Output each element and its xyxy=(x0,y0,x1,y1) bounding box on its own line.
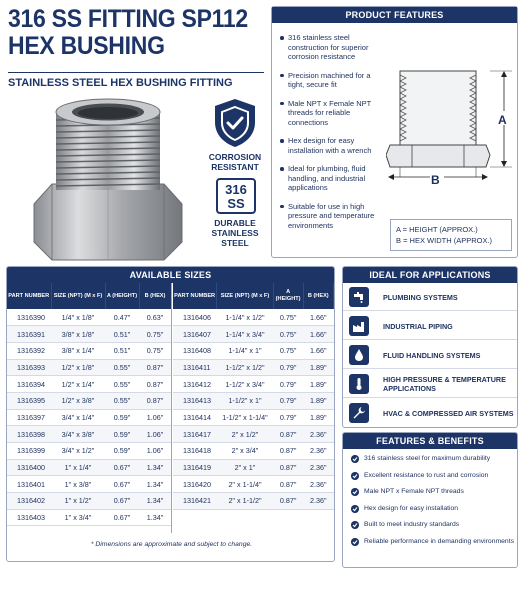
part-number-cell: 1316418 xyxy=(173,443,217,460)
applications-panel xyxy=(342,266,518,428)
part-number-cell: 1316417 xyxy=(173,426,217,443)
sizes-table-right xyxy=(173,283,334,510)
table-row xyxy=(7,409,171,426)
part-number-cell: 1316403 xyxy=(7,509,51,526)
part-number-cell: 1316392 xyxy=(7,342,51,359)
part-number-cell: 1316406 xyxy=(173,309,217,326)
size-cell: 3/4" x 1/2" xyxy=(51,443,105,460)
size-cell: 1/2" x 3/8" xyxy=(51,392,105,409)
benefit-text: Reliable performance in demanding environments xyxy=(364,537,514,545)
table-row xyxy=(173,476,334,493)
height-cell: 0.59" xyxy=(105,443,139,460)
table-row xyxy=(173,426,334,443)
height-cell: 0.67" xyxy=(105,493,139,510)
part-number-cell: 1316401 xyxy=(7,476,51,493)
product-photo xyxy=(12,92,204,264)
size-cell: 2" x 3/4" xyxy=(217,443,273,460)
hex-cell: 1.34" xyxy=(139,493,171,510)
title-line-1: 316 SS FITTING SP112 xyxy=(8,5,248,33)
table-row xyxy=(7,443,171,460)
factory-icon xyxy=(349,316,369,336)
table-row xyxy=(173,493,334,510)
benefits-panel xyxy=(342,432,518,568)
table-row xyxy=(7,392,171,409)
dimensions-footnote: * Dimensions are approximate and subject to change. xyxy=(90,541,253,548)
hex-cell: 0.87" xyxy=(139,359,171,376)
part-number-cell: 1316421 xyxy=(173,493,217,510)
benefit-text: Male NPT x Female NPT threads xyxy=(364,488,464,495)
check-icon xyxy=(351,521,359,529)
application-row xyxy=(343,399,518,427)
application-label: FLUID HANDLING SYSTEMS xyxy=(383,350,481,360)
table-row xyxy=(173,392,334,409)
dimension-label-b: B xyxy=(431,173,440,187)
size-cell: 1" x 3/8" xyxy=(51,476,105,493)
check-icon xyxy=(351,455,359,463)
col-height: A (HEIGHT) xyxy=(273,283,303,309)
part-number-cell: 1316391 xyxy=(7,326,51,343)
height-cell: 0.59" xyxy=(105,426,139,443)
col-part-number: PART NUMBER xyxy=(173,283,217,309)
hex-cell: 1.06" xyxy=(139,426,171,443)
table-row xyxy=(173,409,334,426)
height-cell: 0.79" xyxy=(273,392,303,409)
droplet-icon xyxy=(349,345,369,365)
application-row xyxy=(343,341,518,369)
page-subtitle: STAINLESS STEEL HEX BUSHING FITTING xyxy=(8,72,264,89)
dimension-diagram xyxy=(386,63,516,193)
product-features-list xyxy=(280,33,380,239)
ss-badge xyxy=(216,178,256,214)
height-cell: 0.67" xyxy=(105,476,139,493)
part-number-cell: 1316393 xyxy=(7,359,51,376)
size-cell: 1-1/4" x 1/2" xyxy=(217,309,273,326)
col-height: A (HEIGHT) xyxy=(105,283,139,309)
table-row xyxy=(173,459,334,476)
size-cell: 1" x 3/4" xyxy=(51,509,105,526)
feature-item: Hex design for easy installation with a wrench xyxy=(280,136,380,155)
part-number-cell: 1316413 xyxy=(173,392,217,409)
benefit-item xyxy=(351,521,515,530)
size-cell: 3/4" x 1/4" xyxy=(51,409,105,426)
sizes-table-left xyxy=(7,283,172,526)
size-cell: 3/8" x 1/4" xyxy=(51,342,105,359)
hex-cell: 0.75" xyxy=(139,342,171,359)
part-number-cell: 1316408 xyxy=(173,342,217,359)
application-label: PLUMBING SYSTEMS xyxy=(383,292,458,302)
height-cell: 0.75" xyxy=(273,342,303,359)
hex-cell: 2.36" xyxy=(303,493,333,510)
table-row xyxy=(173,342,334,359)
benefit-item xyxy=(351,488,515,497)
height-cell: 0.79" xyxy=(273,376,303,393)
corrosion-resistant-badge: CORROSION RESISTANT xyxy=(208,152,262,172)
height-cell: 0.87" xyxy=(273,493,303,510)
size-cell: 1-1/4" x 1" xyxy=(217,342,273,359)
feature-item: 316 stainless steel construction for superior corrosion resistance xyxy=(280,33,380,62)
hex-cell: 2.36" xyxy=(303,443,333,460)
size-cell: 1" x 1/2" xyxy=(51,493,105,510)
check-icon xyxy=(351,505,359,513)
hex-cell: 2.36" xyxy=(303,459,333,476)
size-cell: 2" x 1/2" xyxy=(217,426,273,443)
size-cell: 1/2" x 1/4" xyxy=(51,376,105,393)
table-row xyxy=(7,359,171,376)
part-number-cell: 1316419 xyxy=(173,459,217,476)
height-cell: 0.55" xyxy=(105,392,139,409)
height-cell: 0.47" xyxy=(105,309,139,326)
table-row xyxy=(7,459,171,476)
check-icon xyxy=(351,488,359,496)
check-icon xyxy=(351,538,359,546)
height-cell: 0.87" xyxy=(273,476,303,493)
table-row xyxy=(7,493,171,510)
hex-cell: 1.89" xyxy=(303,392,333,409)
height-cell: 0.75" xyxy=(273,309,303,326)
hex-cell: 2.36" xyxy=(303,426,333,443)
dimension-label-a: A xyxy=(498,113,507,127)
hex-cell: 1.06" xyxy=(139,443,171,460)
hex-cell: 0.87" xyxy=(139,392,171,409)
ss-badge-text: SS xyxy=(227,196,245,211)
part-number-cell: 1316398 xyxy=(7,426,51,443)
dimension-legend xyxy=(390,219,512,251)
size-cell: 1-1/2" x 1-1/4" xyxy=(217,409,273,426)
hex-cell: 1.34" xyxy=(139,459,171,476)
col-size: SIZE (NPT) (M x F) xyxy=(217,283,273,309)
size-cell: 1-1/2" x 1/2" xyxy=(217,359,273,376)
feature-item: Precision machined for a tight, secure fit xyxy=(280,71,380,90)
col-hex: B (HEX) xyxy=(139,283,171,309)
size-cell: 3/8" x 1/8" xyxy=(51,326,105,343)
hex-cell: 1.34" xyxy=(139,476,171,493)
hex-cell: 1.66" xyxy=(303,309,333,326)
application-row xyxy=(343,312,518,340)
thermometer-icon xyxy=(349,374,369,394)
ss-badge-number: 316 xyxy=(225,182,247,197)
part-number-cell: 1316400 xyxy=(7,459,51,476)
size-cell: 1/4" x 1/8" xyxy=(51,309,105,326)
hex-cell: 1.89" xyxy=(303,409,333,426)
hex-cell: 1.66" xyxy=(303,326,333,343)
part-number-cell: 1316411 xyxy=(173,359,217,376)
col-hex: B (HEX) xyxy=(303,283,333,309)
check-icon xyxy=(351,472,359,480)
col-part-number: PART NUMBER xyxy=(7,283,51,309)
height-cell: 0.79" xyxy=(273,359,303,376)
part-number-cell: 1316414 xyxy=(173,409,217,426)
size-cell: 2" x 1" xyxy=(217,459,273,476)
durable-stainless-label: DURABLE STAINLESS STEEL xyxy=(211,218,259,248)
part-number-cell: 1316397 xyxy=(7,409,51,426)
height-cell: 0.55" xyxy=(105,359,139,376)
hex-cell: 1.34" xyxy=(139,509,171,526)
height-cell: 0.87" xyxy=(273,426,303,443)
size-cell: 1-1/4" x 3/4" xyxy=(217,326,273,343)
table-divider xyxy=(171,283,172,533)
part-number-cell: 1316394 xyxy=(7,376,51,393)
title-line-2: HEX BUSHING xyxy=(8,32,165,60)
part-number-cell: 1316395 xyxy=(7,392,51,409)
table-row xyxy=(7,476,171,493)
benefit-text: Hex design for easy installation xyxy=(364,504,459,512)
part-number-cell: 1316412 xyxy=(173,376,217,393)
benefits-heading: FEATURES & BENEFITS xyxy=(343,433,517,449)
benefit-text: Excellent resistance to rust and corrosion xyxy=(364,471,489,479)
size-cell: 2" x 1-1/4" xyxy=(217,476,273,493)
faucet-icon xyxy=(349,287,369,307)
feature-item: Suitable for use in high pressure and temperature environments xyxy=(280,202,380,231)
benefit-item xyxy=(351,538,515,547)
height-cell: 0.51" xyxy=(105,326,139,343)
hex-cell: 1.89" xyxy=(303,376,333,393)
benefit-item xyxy=(351,472,515,481)
available-sizes-heading: AVAILABLE SIZES xyxy=(7,267,334,283)
height-cell: 0.75" xyxy=(273,326,303,343)
hex-cell: 1.89" xyxy=(303,359,333,376)
application-label: HVAC & COMPRESSED AIR SYSTEMS xyxy=(383,408,514,418)
height-cell: 0.55" xyxy=(105,376,139,393)
height-cell: 0.59" xyxy=(105,409,139,426)
feature-item: Ideal for plumbing, fluid handling, and industrial applications xyxy=(280,164,380,193)
part-number-cell: 1316420 xyxy=(173,476,217,493)
part-number-cell: 1316402 xyxy=(7,493,51,510)
height-cell: 0.67" xyxy=(105,459,139,476)
table-row xyxy=(173,309,334,326)
size-cell: 1-1/2" x 1" xyxy=(217,392,273,409)
height-cell: 0.67" xyxy=(105,509,139,526)
hex-cell: 0.75" xyxy=(139,326,171,343)
applications-heading: IDEAL FOR APPLICATIONS xyxy=(343,267,517,283)
table-row xyxy=(173,376,334,393)
height-cell: 0.79" xyxy=(273,409,303,426)
table-row xyxy=(7,376,171,393)
available-sizes-panel xyxy=(6,266,335,562)
size-cell: 1" x 1/4" xyxy=(51,459,105,476)
application-row xyxy=(343,370,518,398)
size-cell: 2" x 1-1/2" xyxy=(217,493,273,510)
part-number-cell: 1316399 xyxy=(7,443,51,460)
height-cell: 0.51" xyxy=(105,342,139,359)
part-number-cell: 1316390 xyxy=(7,309,51,326)
col-size: SIZE (NPT) (M x F) xyxy=(51,283,105,309)
table-row xyxy=(7,309,171,326)
benefit-item xyxy=(351,505,515,514)
benefit-text: 316 stainless steel for maximum durability xyxy=(364,455,491,462)
size-cell: 1/2" x 1/8" xyxy=(51,359,105,376)
hex-cell: 0.63" xyxy=(139,309,171,326)
legend-height: A = HEIGHT (APPROX.) xyxy=(396,225,478,234)
benefits-list xyxy=(351,455,515,554)
hex-cell: 1.66" xyxy=(303,342,333,359)
product-features-panel xyxy=(271,6,518,258)
table-row xyxy=(173,326,334,343)
product-features-heading: PRODUCT FEATURES xyxy=(272,7,517,23)
application-label: INDUSTRIAL PIPING xyxy=(383,321,453,331)
table-row xyxy=(7,342,171,359)
hex-cell: 0.87" xyxy=(139,376,171,393)
table-row xyxy=(7,509,171,526)
shield-check-icon xyxy=(210,98,260,148)
table-row xyxy=(173,443,334,460)
hex-cell: 1.06" xyxy=(139,409,171,426)
table-row xyxy=(173,359,334,376)
table-row xyxy=(7,326,171,343)
size-cell: 3/4" x 3/8" xyxy=(51,426,105,443)
part-number-cell: 1316407 xyxy=(173,326,217,343)
size-cell: 1-1/2" x 3/4" xyxy=(217,376,273,393)
wrench-icon xyxy=(349,403,369,423)
legend-hex-width: B = HEX WIDTH (APPROX.) xyxy=(396,236,493,245)
page-title xyxy=(8,6,247,60)
feature-item: Male NPT x Female NPT threads for reliable connections xyxy=(280,99,380,128)
table-row xyxy=(7,426,171,443)
application-row xyxy=(343,283,518,311)
application-label: HIGH PRESSURE & TEMPERATURE APPLICATIONS xyxy=(383,375,506,393)
height-cell: 0.87" xyxy=(273,443,303,460)
benefit-text: Built to meet industry standards xyxy=(364,521,460,528)
benefit-item xyxy=(351,455,515,464)
hex-cell: 2.36" xyxy=(303,476,333,493)
height-cell: 0.87" xyxy=(273,459,303,476)
